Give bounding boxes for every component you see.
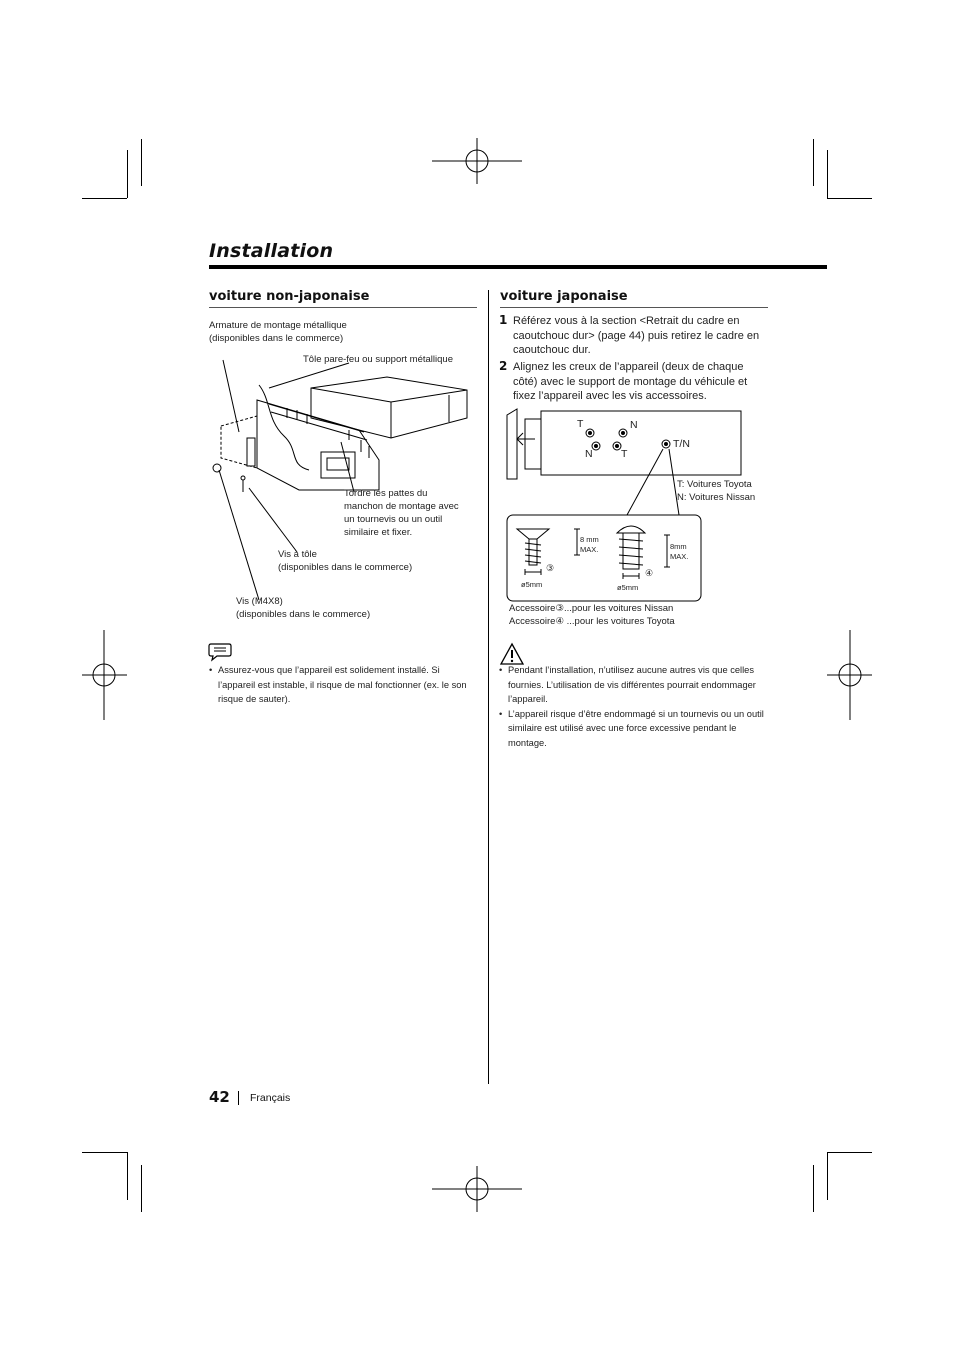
label-n1: N <box>630 419 638 431</box>
warning-item: • Pendant l’installation, n’utilisez aucune autres vis que celles fournies. L’utilisation de vis différentes pourrait endommager l’appareil. <box>499 663 769 707</box>
label-vis-m4x8: Vis (M4X8) (disponibles dans le commerce) <box>236 596 371 620</box>
label-vis-tole: Vis à tôle (disponibles dans le commerce) <box>278 549 413 573</box>
step-1-number: 1 <box>499 313 508 327</box>
screw-3-number: ③ <box>546 563 555 573</box>
label-tn: T/N <box>673 438 690 450</box>
section-rule-left <box>209 307 477 308</box>
legend-toyota-nissan: T: Voitures Toyota N: Voitures Nissan <box>677 479 756 503</box>
screw-4-length-label: 8mm MAX. <box>670 542 689 561</box>
label-tole: Tôle pare-feu ou support métallique <box>303 354 453 365</box>
step-1-text: Référez vous à la section <Retrait du cadre en caoutchouc dur> (page 44) puis retirez le cadre en caoutchouc dur. <box>513 315 760 357</box>
label-n2: N <box>585 448 593 460</box>
warning-list <box>499 663 769 750</box>
screw-3-length-label: 8 mm MAX. <box>580 535 599 554</box>
screw-3-diameter: ø5mm <box>521 580 543 589</box>
page-title: Installation <box>209 240 334 262</box>
section-heading-japanese: voiture japonaise <box>500 289 628 304</box>
note-item: • Assurez-vous que l’appareil est solidement installé. Si l’appareil est instable, il risque de mal fonctionner (ex. le son risque de sauter). <box>209 663 474 707</box>
speech-bubble-note-icon <box>208 642 232 662</box>
label-armature: Armature de montage métallique (disponibles dans le commerce) <box>209 320 347 344</box>
note-list <box>209 663 474 707</box>
label-tordre: Tordre les pattes du manchon de montage avec un tournevis ou un outil similaire et fixer. <box>344 488 459 538</box>
accessory-legend: Accessoire③...pour les voitures Nissan Accessoire④ ...pour les voitures Toyota <box>509 603 675 627</box>
language-label: Français <box>250 1092 291 1104</box>
section-heading-non-japanese: voiture non-japonaise <box>209 289 370 304</box>
column-divider <box>488 290 489 1084</box>
warning-item: • L’appareil risque d’être endommagé si un tournevis ou un outil similaire est utilisé avec une force excessive pendant le montage. <box>499 707 769 751</box>
step-2-number: 2 <box>499 359 508 373</box>
screw-4-diameter: ø5mm <box>617 583 639 592</box>
warning-triangle-icon <box>500 643 524 665</box>
page-number-separator <box>238 1091 239 1105</box>
japanese-mounting-diagram <box>505 405 755 605</box>
step-2-text: Alignez les creux de l’appareil (deux de chaque côté) avec le support de montage du véhicule et fixez l’appareil avec les vis accessoires. <box>513 361 748 403</box>
non-japanese-mounting-diagram <box>209 340 479 630</box>
title-rule <box>209 265 827 269</box>
label-t1: T <box>577 418 584 430</box>
screw-4-number: ④ <box>645 568 654 578</box>
label-t2: T <box>621 448 628 460</box>
section-rule-right <box>500 307 768 308</box>
page-number: 42 <box>209 1088 230 1106</box>
